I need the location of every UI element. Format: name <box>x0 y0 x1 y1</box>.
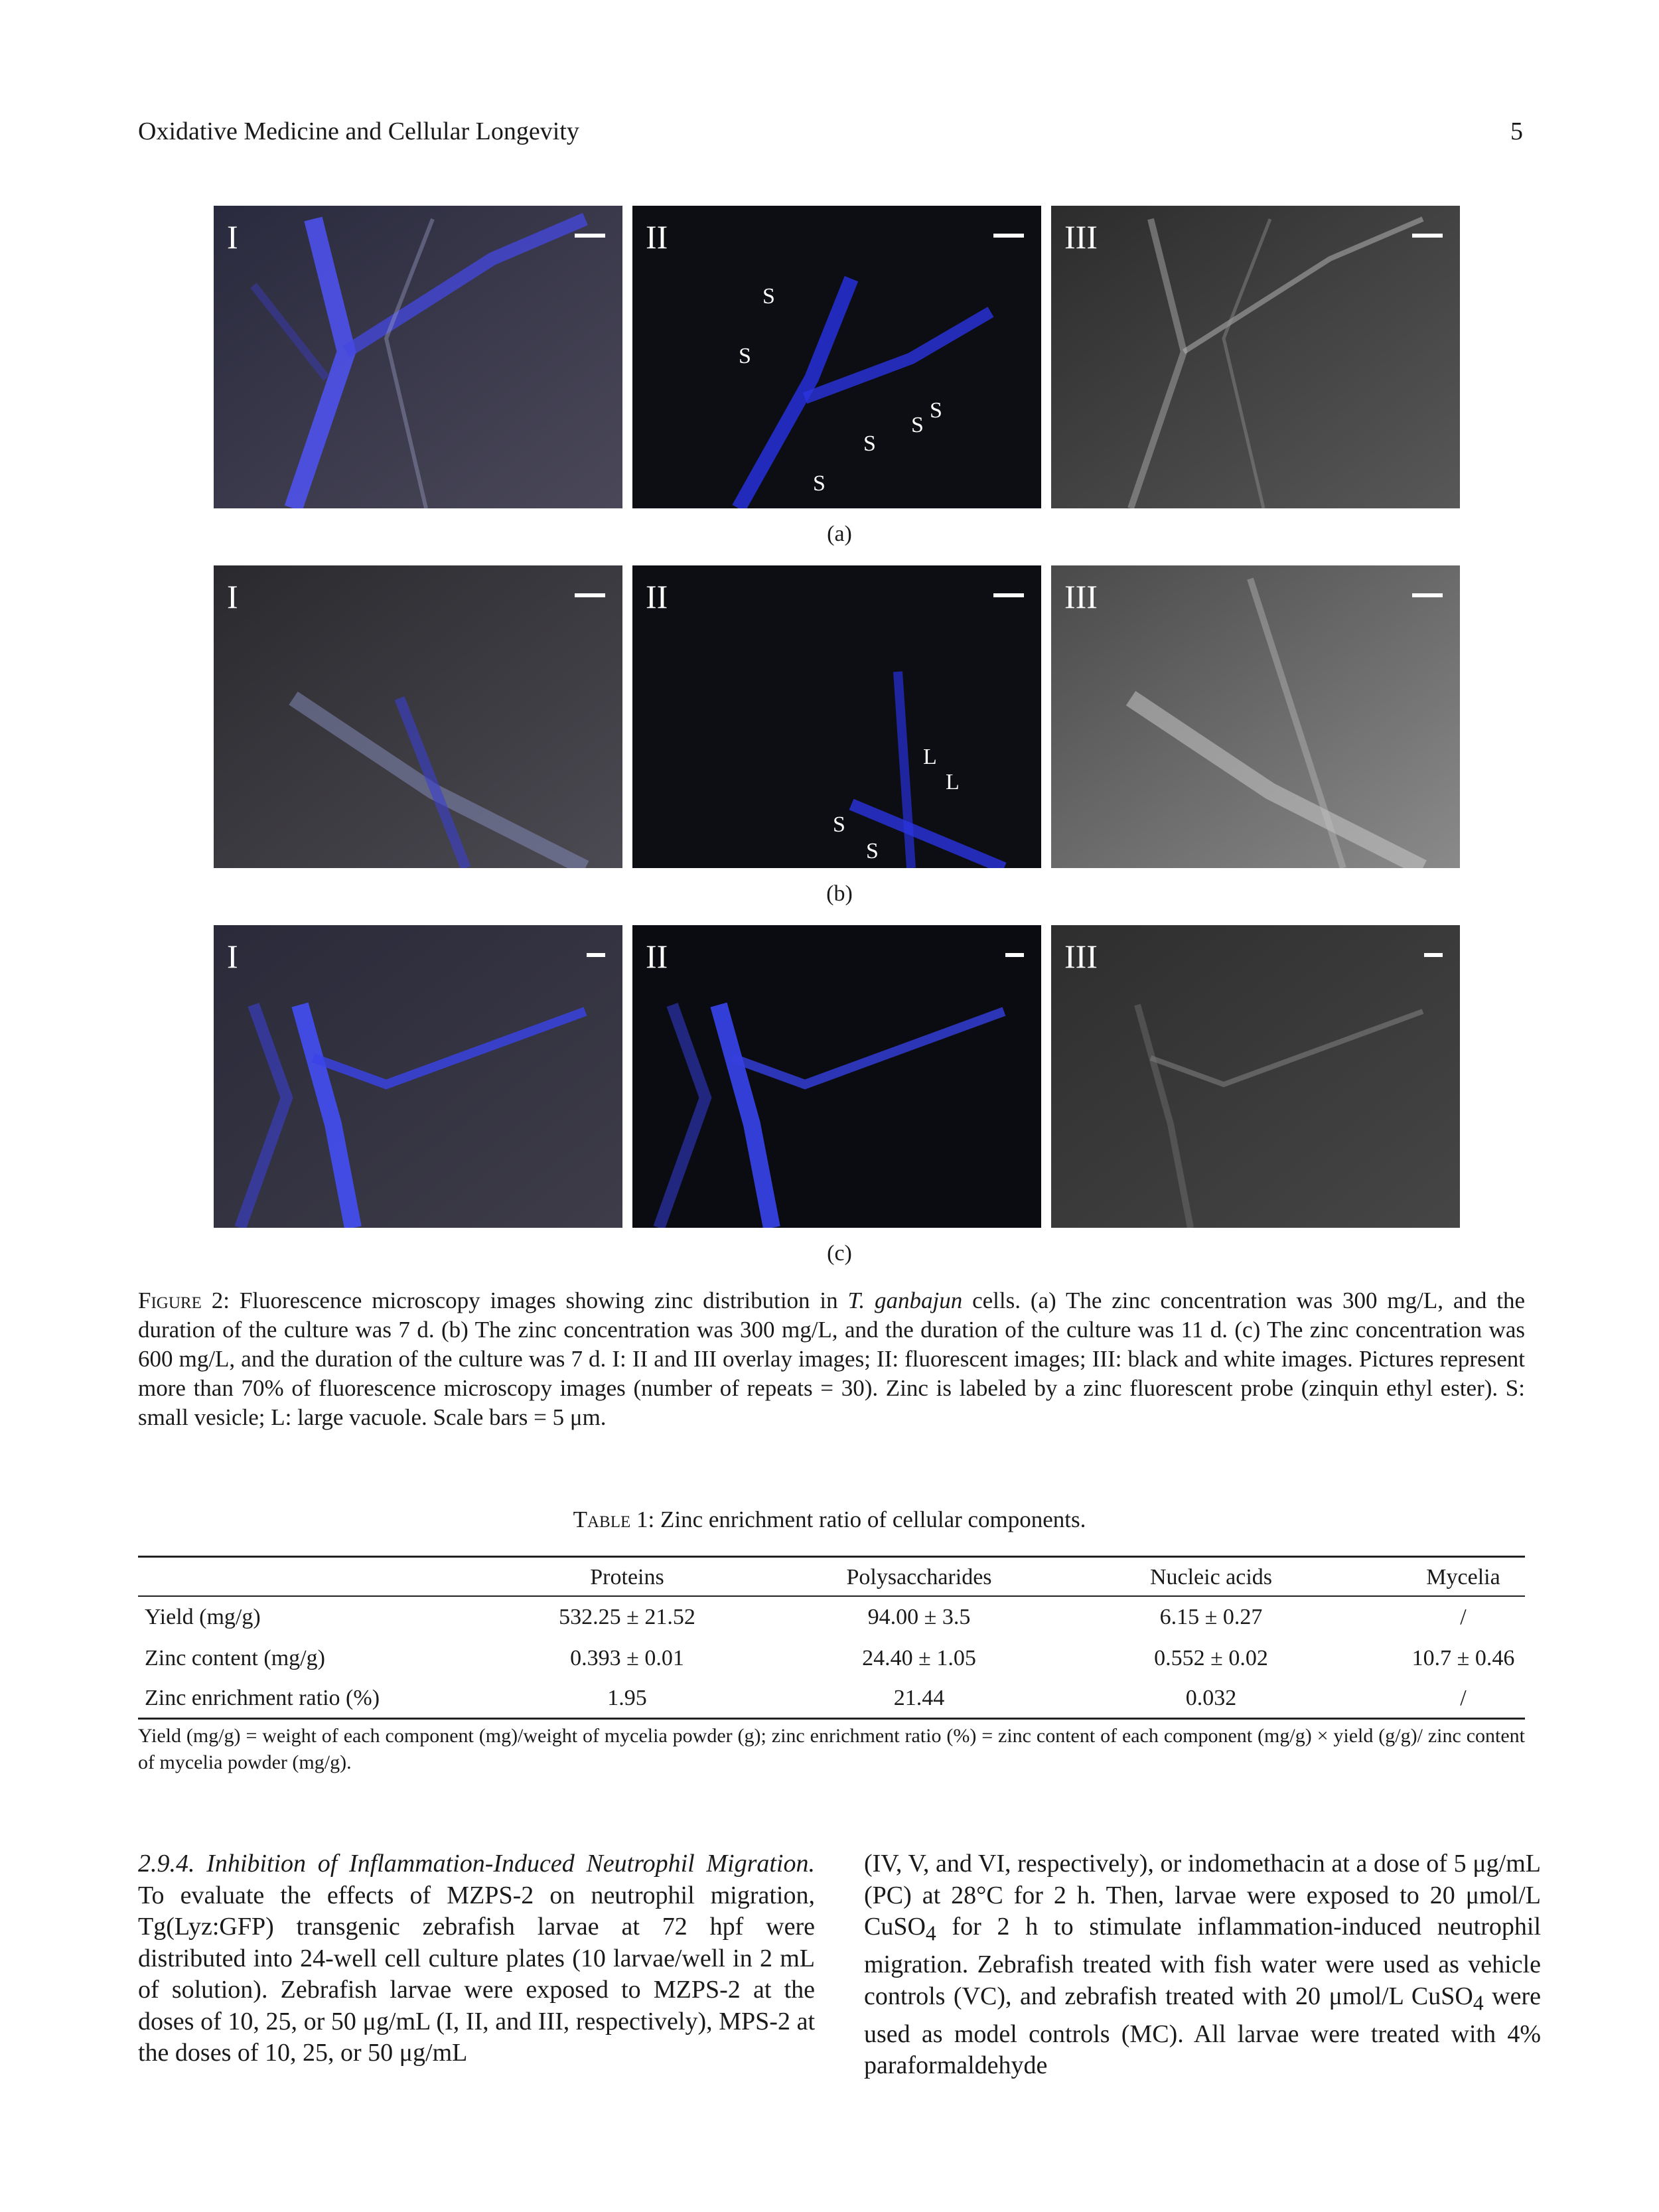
row-label: Zinc enrichment ratio (%) <box>145 1686 380 1710</box>
row-label: Zinc content (mg/g) <box>145 1646 325 1670</box>
table-cell: 10.7 ± 0.46 <box>1411 1646 1515 1670</box>
column-header-nucleic-acids: Nucleic acids <box>1149 1565 1273 1589</box>
species-name: T. ganbajun <box>847 1288 963 1313</box>
table-cell: 0.032 <box>1185 1686 1237 1710</box>
paragraph-text: To evaluate the effects of MZPS-2 on neutrophil migration, Tg(Lyz:GFP) transgenic zebrafish larvae at 72 hpf were distributed into 24-well cell culture plates (10 larvae/well in 2 mL of solution). Zebrafish larvae were exposed to MZPS-2 at the doses of 10, 25, or 50 μg/mL (I, II, and III, respectively), MPS-2 at the doses of 10, 25, or 50 μg/mL <box>138 1881 815 2067</box>
table-title: Table 1: Zinc enrichment ratio of cellular components. <box>573 1507 1086 1532</box>
table-cell: / <box>1460 1605 1467 1629</box>
table-footnote: Yield (mg/g) = weight of each component (mg)/weight of mycelia powder (g); zinc enrichment ratio (%) = zinc content of each component (mg/g) × yield (g/g)/ zinc content of mycelia powder (mg/g). <box>138 1725 1525 1773</box>
marker-small-vesicle: S <box>866 839 879 863</box>
figure-panel-b-III <box>1051 565 1460 868</box>
table-top-rule <box>138 1556 1525 1558</box>
figure-panel-a-III <box>1051 206 1460 508</box>
running-header: Oxidative Medicine and Cellular Longevity <box>138 117 579 145</box>
marker-large-vacuole: L <box>946 770 960 794</box>
table-header-rule <box>138 1595 1525 1597</box>
figure-label: Figure 2: <box>138 1288 230 1313</box>
body-column-left <box>138 1848 815 2069</box>
scale-bar <box>587 953 605 957</box>
marker-small-vesicle: S <box>813 471 826 496</box>
panel-numeral: I <box>227 578 238 615</box>
marker-small-vesicle: S <box>930 398 942 423</box>
table-cell: 6.15 ± 0.27 <box>1159 1605 1263 1629</box>
column-header-mycelia: Mycelia <box>1426 1565 1500 1589</box>
panel-numeral: I <box>227 938 238 975</box>
panel-numeral: III <box>1064 938 1098 975</box>
figure-panel-a-II <box>632 206 1041 508</box>
scale-bar <box>1005 953 1024 957</box>
body-column-right: (IV, V, and VI, respectively), or indomethacin at a dose of 5 μg/mL (PC) at 28°C for 2 h. Then, larvae were exposed to 20 μmol/L CuSO$_4$ for 2 h to stimulate inflammation-induced neutrophil migration. Zebrafish treated with fish water were used as vehicle controls (VC), and zebrafish treated with 20 μmol/L CuSO$_4$ were used as model controls (MC). All larvae were treated with 4% paraformaldehyde <box>864 1850 1541 2080</box>
section-heading: 2.9.4. Inhibition of Inflammation-Induced Neutrophil Migration. <box>138 1850 815 1878</box>
marker-large-vacuole: L <box>923 745 937 769</box>
panel-numeral: II <box>646 218 668 256</box>
scale-bar <box>993 593 1024 597</box>
marker-small-vesicle: S <box>863 431 876 456</box>
column-header-polysaccharides: Polysaccharides <box>846 1565 992 1589</box>
panel-numeral: III <box>1064 578 1098 615</box>
subfigure-label-b: (b) <box>826 881 853 906</box>
panel-numeral: II <box>646 578 668 615</box>
table-cell: 1.95 <box>607 1686 647 1710</box>
row-label: Yield (mg/g) <box>145 1605 261 1629</box>
table-cell: 0.552 ± 0.02 <box>1154 1646 1268 1670</box>
marker-small-vesicle: S <box>762 284 775 309</box>
table-cell: 24.40 ± 1.05 <box>862 1646 976 1670</box>
scale-bar <box>575 593 605 597</box>
figure-panel-a-I <box>214 206 622 508</box>
figure-panel-b-I <box>214 565 622 868</box>
subfigure-label-a: (a) <box>827 522 852 546</box>
table-cell: 21.44 <box>893 1686 945 1710</box>
table-cell: 0.393 ± 0.01 <box>570 1646 684 1670</box>
panel-numeral: III <box>1064 218 1098 256</box>
page-number: 5 <box>1510 117 1523 145</box>
subfigure-label-c: (c) <box>827 1241 852 1266</box>
scale-bar <box>993 234 1024 238</box>
figure-panel-c-I <box>214 925 622 1228</box>
marker-small-vesicle: S <box>911 413 924 437</box>
scale-bar <box>1412 234 1443 238</box>
table-bottom-rule <box>138 1718 1525 1720</box>
scale-bar <box>1412 593 1443 597</box>
column-header-proteins: Proteins <box>590 1565 664 1589</box>
figure-panel-c-II <box>632 925 1041 1228</box>
figure-panel-b-II <box>632 565 1041 868</box>
table-cell: / <box>1460 1686 1467 1710</box>
marker-small-vesicle: S <box>739 344 751 368</box>
scale-bar <box>575 234 605 238</box>
panel-numeral: I <box>227 218 238 256</box>
figure-panel-c-III <box>1051 925 1460 1228</box>
marker-small-vesicle: S <box>833 812 845 837</box>
table-cell: 94.00 ± 3.5 <box>867 1605 971 1629</box>
scale-bar <box>1424 953 1443 957</box>
panel-numeral: II <box>646 938 668 975</box>
table-cell: 532.25 ± 21.52 <box>559 1605 695 1629</box>
figure-caption: Figure 2: Fluorescence microscopy images showing zinc distribution in T. ganbajun cells. (a) The zinc concentration was 300 mg/L, and the duration of the culture was 7 d. (b) The zinc concentration was 300 mg/L, and the duration of the culture was 11 d. (c) The zinc concentration was 600 mg/L, and the duration of the culture was 7 d. I: II and III overlay images; II: fluorescent images; III: black and white images. Pictures represent more than 70% of fluorescence microscopy images (number of repeats = 30). Zinc is labeled by a zinc fluorescent probe (zinquin ethyl ester). S: small vesicle; L: large vacuole. Scale bars = 5 μm. <box>138 1288 1526 1430</box>
